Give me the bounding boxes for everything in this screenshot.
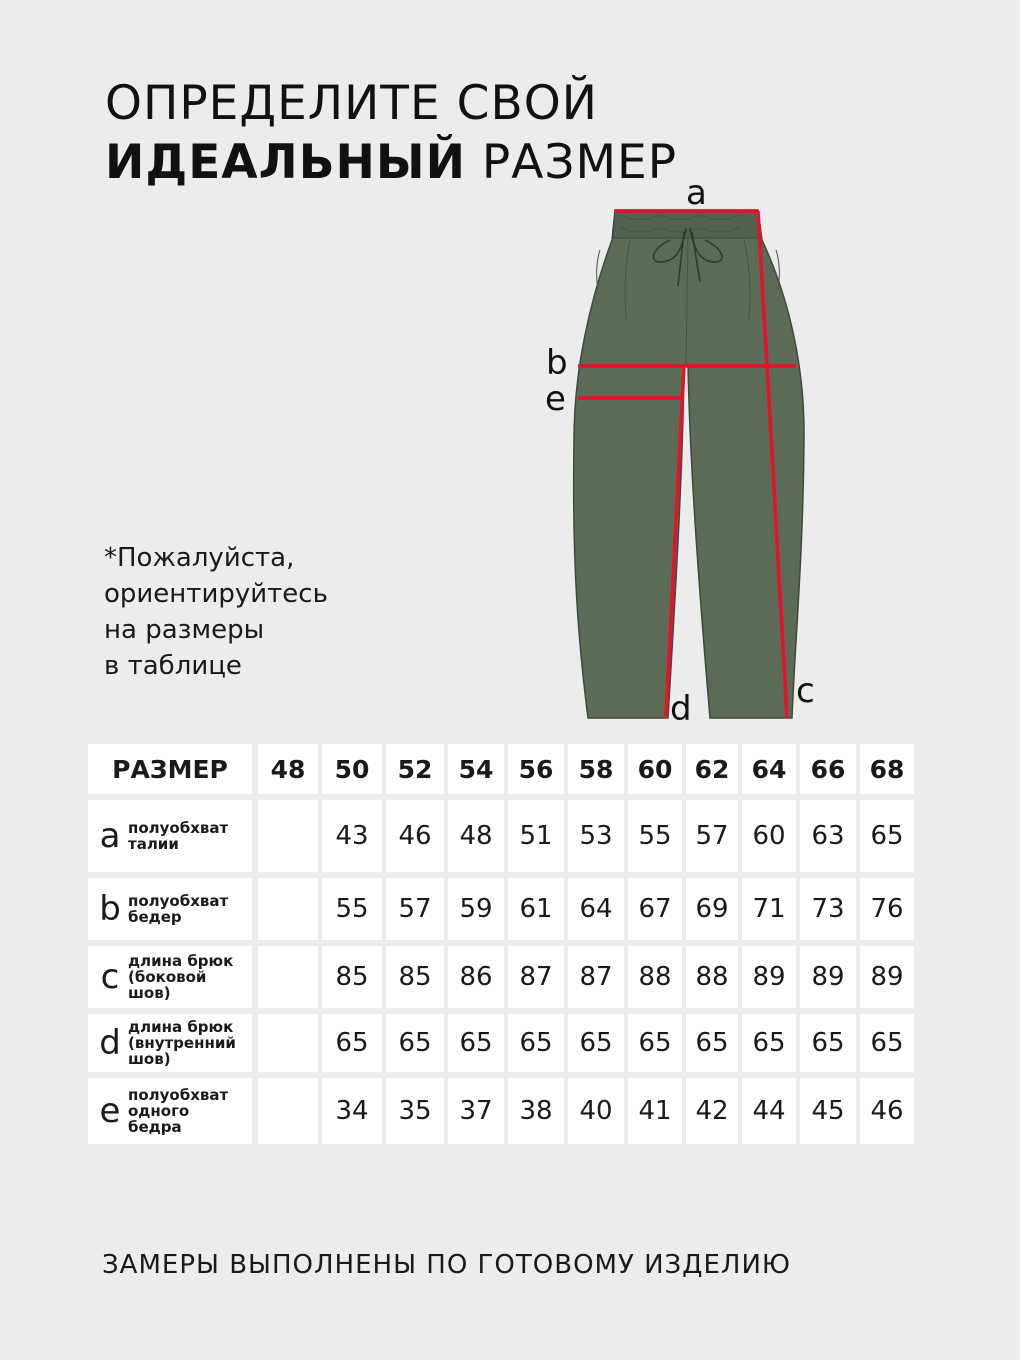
row-description <box>128 953 233 1001</box>
table-cell: 87 <box>568 946 624 1008</box>
page-title-rest: РАЗМЕР <box>481 135 678 190</box>
table-cell: 46 <box>386 800 444 872</box>
table-row-label <box>88 946 252 1008</box>
table-cell: 57 <box>386 878 444 940</box>
table-header-size: 64 <box>742 744 796 794</box>
row-description-line: полуобхват <box>128 892 229 910</box>
row-description-line: бедра <box>128 1118 182 1136</box>
table-header-size: 68 <box>860 744 914 794</box>
table-header-size: 48 <box>258 744 318 794</box>
table-cell: 51 <box>508 800 564 872</box>
row-letter: d <box>99 1023 121 1063</box>
table-cell: 89 <box>860 946 914 1008</box>
table-cell: 65 <box>800 1014 856 1072</box>
table-cell: 76 <box>860 878 914 940</box>
row-letter: a <box>99 816 121 856</box>
table-row-label <box>88 1014 252 1072</box>
row-description-line: длина брюк <box>128 1018 234 1036</box>
table-cell: 42 <box>686 1078 738 1144</box>
page-title-line-1: ОПРЕДЕЛИТЕ СВОЙ <box>105 76 598 131</box>
table-cell: 73 <box>800 878 856 940</box>
table-cell: 55 <box>322 878 382 940</box>
table-cell: 71 <box>742 878 796 940</box>
row-description-line: шов) <box>128 984 171 1002</box>
table-cell: 53 <box>568 800 624 872</box>
table-cell: 88 <box>686 946 738 1008</box>
table-cell: 65 <box>448 1014 504 1072</box>
table-cell: 88 <box>628 946 682 1008</box>
table-cell <box>258 800 318 872</box>
table-cell <box>258 1014 318 1072</box>
table-header-label: РАЗМЕР <box>88 744 252 794</box>
table-cell: 65 <box>568 1014 624 1072</box>
table-header-size: 50 <box>322 744 382 794</box>
table-cell: 65 <box>628 1014 682 1072</box>
measure-label-a: a <box>686 173 707 213</box>
table-row-label <box>88 878 252 940</box>
table-cell: 65 <box>742 1014 796 1072</box>
table-cell: 64 <box>568 878 624 940</box>
table-cell: 46 <box>860 1078 914 1144</box>
table-cell: 86 <box>448 946 504 1008</box>
table-header-size: 52 <box>386 744 444 794</box>
row-description-line: бедер <box>128 908 182 926</box>
size-note-line: на размеры <box>104 615 265 645</box>
table-cell <box>258 946 318 1008</box>
table-cell <box>258 1078 318 1144</box>
row-description-line: длина брюк <box>128 952 234 970</box>
row-description-line: (боковой <box>128 968 207 986</box>
size-note-line: ориентируйтесь <box>104 579 328 609</box>
row-description <box>128 1019 236 1067</box>
table-cell: 65 <box>860 1014 914 1072</box>
table-cell: 63 <box>800 800 856 872</box>
table-cell: 65 <box>686 1014 738 1072</box>
pants-illustration <box>574 210 804 718</box>
table-cell: 38 <box>508 1078 564 1144</box>
row-description <box>128 820 228 852</box>
table-cell: 40 <box>568 1078 624 1144</box>
table-cell: 60 <box>742 800 796 872</box>
table-cell: 45 <box>800 1078 856 1144</box>
row-letter: e <box>99 1091 121 1131</box>
table-cell: 41 <box>628 1078 682 1144</box>
table-cell: 87 <box>508 946 564 1008</box>
size-note-line: *Пожалуйста, <box>104 543 295 573</box>
table-cell: 85 <box>386 946 444 1008</box>
measure-label-e: e <box>545 379 566 419</box>
row-description-line: одного <box>128 1102 190 1120</box>
row-description <box>128 893 228 925</box>
row-description-line: (внутренний <box>128 1034 236 1052</box>
table-cell: 55 <box>628 800 682 872</box>
row-description <box>128 1087 228 1135</box>
table-cell: 35 <box>386 1078 444 1144</box>
row-letter: b <box>99 889 121 929</box>
table-cell: 69 <box>686 878 738 940</box>
table-cell: 34 <box>322 1078 382 1144</box>
row-letter: c <box>100 957 120 997</box>
measure-label-c: c <box>796 671 815 711</box>
table-header-size: 66 <box>800 744 856 794</box>
table-cell: 67 <box>628 878 682 940</box>
table-header-size: 56 <box>508 744 564 794</box>
table-cell: 85 <box>322 946 382 1008</box>
table-row-label <box>88 1078 252 1144</box>
table-cell: 48 <box>448 800 504 872</box>
table-cell: 57 <box>686 800 738 872</box>
table-cell: 65 <box>508 1014 564 1072</box>
table-cell: 65 <box>386 1014 444 1072</box>
table-cell: 89 <box>742 946 796 1008</box>
row-description-line: талии <box>128 835 179 853</box>
table-header-size: 54 <box>448 744 504 794</box>
table-header-size: 58 <box>568 744 624 794</box>
page-title-bold: ИДЕАЛЬНЫЙ <box>105 135 466 190</box>
row-description-line: полуобхват <box>128 819 229 837</box>
table-row-label <box>88 800 252 872</box>
size-note-line: в таблице <box>104 651 242 681</box>
table-cell: 37 <box>448 1078 504 1144</box>
table-cell: 65 <box>860 800 914 872</box>
table-cell: 59 <box>448 878 504 940</box>
table-cell: 43 <box>322 800 382 872</box>
table-header-size: 60 <box>628 744 682 794</box>
table-cell: 44 <box>742 1078 796 1144</box>
table-header-size: 62 <box>686 744 738 794</box>
measure-label-b: b <box>546 343 568 383</box>
row-description-line: полуобхват <box>128 1086 229 1104</box>
table-cell: 65 <box>322 1014 382 1072</box>
measure-label-d: d <box>670 689 692 729</box>
table-cell <box>258 878 318 940</box>
table-cell: 89 <box>800 946 856 1008</box>
table-cell: 61 <box>508 878 564 940</box>
footer-note: ЗАМЕРЫ ВЫПОЛНЕНЫ ПО ГОТОВОМУ ИЗДЕЛИЮ <box>102 1250 791 1280</box>
row-description-line: шов) <box>128 1050 171 1068</box>
